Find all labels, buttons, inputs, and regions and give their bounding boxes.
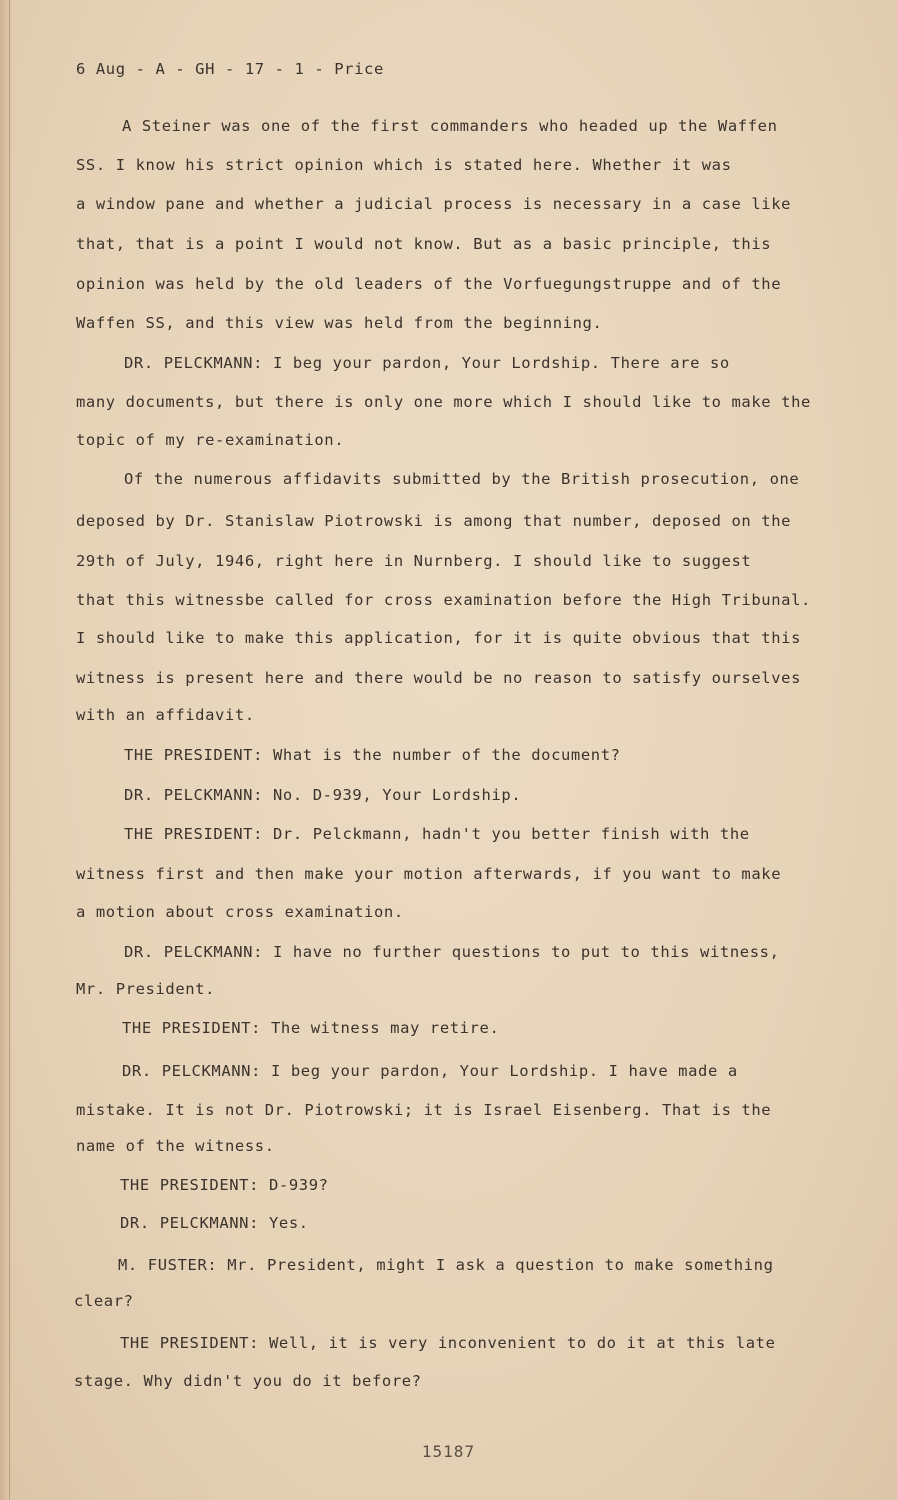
text-line-4: that, that is a point I would not know. But as a basic principle, this (76, 235, 772, 253)
text-line-31: clear? (74, 1292, 134, 1310)
text-line-24: THE PRESIDENT: The witness may retire. (122, 1019, 500, 1037)
text-line-10: Of the numerous affidavits submitted by the British prosecution, one (124, 470, 800, 488)
text-line-2: SS. I know his strict opinion which is stated here. Whether it was (76, 156, 732, 174)
page-header: 6 Aug - A - GH - 17 - 1 - Price (76, 60, 384, 78)
text-line-9: topic of my re-examination. (76, 431, 345, 449)
text-line-11: deposed by Dr. Stanislaw Piotrowski is among that number, deposed on the (76, 512, 792, 530)
text-line-21: a motion about cross examination. (76, 903, 404, 921)
text-line-26: mistake. It is not Dr. Piotrowski; it is Israel Eisenberg. That is the (76, 1101, 772, 1119)
text-line-29: DR. PELCKMANN: Yes. (120, 1214, 309, 1232)
text-line-8: many documents, but there is only one more which I should like to make the (76, 393, 811, 411)
text-line-1: A Steiner was one of the first commanders who headed up the Waffen (122, 117, 778, 135)
text-line-14: I should like to make this application, for it is quite obvious that this (76, 629, 802, 647)
text-line-33: stage. Why didn't you do it before? (74, 1372, 422, 1390)
text-line-23: Mr. President. (76, 980, 216, 998)
text-line-6: Waffen SS, and this view was held from the beginning. (76, 314, 603, 332)
text-line-28: THE PRESIDENT: D-939? (120, 1176, 329, 1194)
text-line-15: witness is present here and there would be no reason to satisfy ourselves (76, 669, 802, 687)
text-line-7: DR. PELCKMANN: I beg your pardon, Your Lordship. There are so (124, 354, 730, 372)
text-line-16: with an affidavit. (76, 706, 255, 724)
text-line-27: name of the witness. (76, 1137, 275, 1155)
text-line-32: THE PRESIDENT: Well, it is very inconvenient to do it at this late (120, 1334, 776, 1352)
text-line-25: DR. PELCKMANN: I beg your pardon, Your Lordship. I have made a (122, 1062, 738, 1080)
text-line-22: DR. PELCKMANN: I have no further questions to put to this witness, (124, 943, 780, 961)
text-line-19: THE PRESIDENT: Dr. Pelckmann, hadn't you better finish with the (124, 825, 750, 843)
text-line-17: THE PRESIDENT: What is the number of the document? (124, 746, 621, 764)
text-line-13: that this witnessbe called for cross examination before the High Tribunal. (76, 591, 811, 609)
text-line-5: opinion was held by the old leaders of the Vorfuegungstruppe and of the (76, 275, 782, 293)
text-line-20: witness first and then make your motion afterwards, if you want to make (76, 865, 782, 883)
text-line-3: a window pane and whether a judicial process is necessary in a case like (76, 195, 792, 213)
page-number: 15187 (421, 1442, 476, 1461)
text-line-30: M. FUSTER: Mr. President, might I ask a question to make something (118, 1256, 774, 1274)
text-line-18: DR. PELCKMANN: No. D-939, Your Lordship. (124, 786, 522, 804)
text-line-12: 29th of July, 1946, right here in Nurnberg. I should like to suggest (76, 552, 752, 570)
